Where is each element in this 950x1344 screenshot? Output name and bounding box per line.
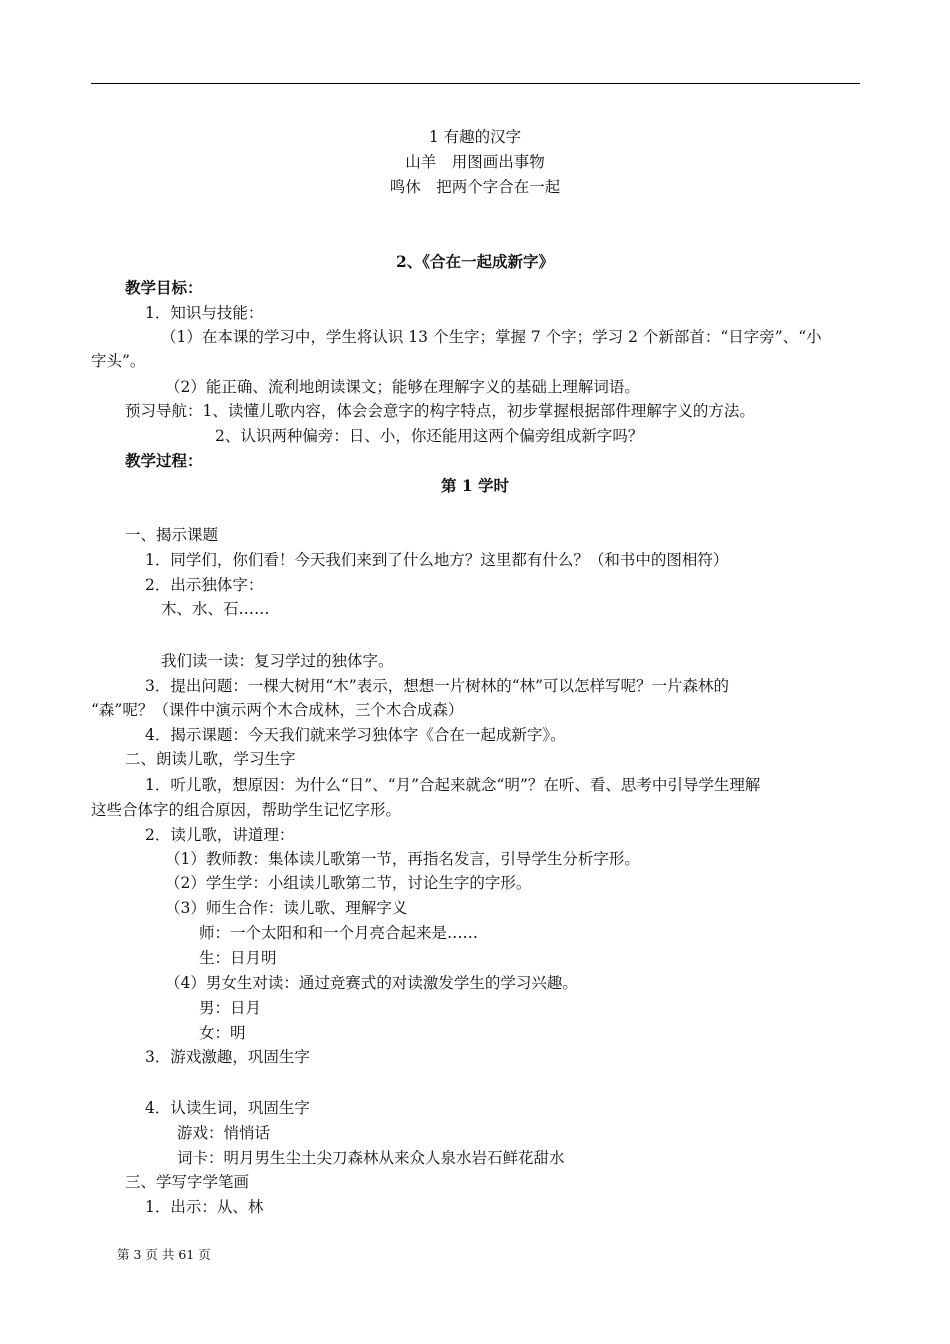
body-line: 4．揭示课题：今天我们就来学习独体字《合在一起成新字》。 [145, 726, 566, 744]
body-line: 游戏：悄悄话 [177, 1124, 271, 1142]
body-line: 1．听儿歌，想原因：为什么“日”、“月”合起来就念“明”？在听、看、思考中引导学生理解 [145, 776, 761, 794]
header-line: 1 有趣的汉字 [428, 128, 522, 146]
body-line: 这些合体字的组合原因，帮助学生记忆字形。 [91, 801, 402, 819]
body-line: 生：日月明 [199, 949, 277, 967]
body-line: （4）男女生对读：通过竞赛式的对读激发学生的学习兴趣。 [165, 974, 578, 992]
body-line: 1．知识与技能： [145, 304, 264, 322]
page-footer: 第 3 页 共 61 页 [117, 1247, 211, 1262]
body-line: （2）能正确、流利地朗读课文；能够在理解字义的基础上理解词语。 [165, 378, 640, 396]
session-heading: 第 1 学时 [440, 476, 510, 495]
section-heading: 教学过程： [125, 451, 203, 470]
body-line: 词卡：明月男生尘土尖刀森林从来众人泉水岩石鲜花甜水 [177, 1149, 565, 1167]
body-line: 木、水、石…… [161, 600, 270, 618]
body-line: 1．出示：从、林 [145, 1198, 264, 1216]
body-line: 一、揭示课题 [125, 526, 219, 544]
body-line: 2．读儿歌，讲道理： [145, 826, 295, 844]
body-line: “森”呢？（课件中演示两个木合成林，三个木合成森） [91, 701, 464, 719]
body-line: 男：日月 [199, 999, 262, 1017]
body-line: 2、认识两种偏旁：日、小，你还能用这两个偏旁组成新字吗？ [215, 427, 644, 445]
body-line: 三、学写字学笔画 [125, 1173, 250, 1191]
body-line: （2）学生学：小组读儿歌第二节，讨论生字的字形。 [165, 874, 532, 892]
body-line: 我们读一读：复习学过的独体字。 [161, 652, 394, 670]
body-line: 3．游戏激趣，巩固生字 [145, 1048, 310, 1066]
body-line: 预习导航：1、读懂儿歌内容，体会会意字的构字特点，初步掌握根据部件理解字义的方法。 [125, 402, 755, 420]
body-line: 二、朗读儿歌，学习生字 [125, 750, 296, 768]
body-line: 师：一个太阳和和一个月亮合起来是…… [199, 924, 479, 942]
body-line: 2．出示独体字： [145, 576, 264, 594]
header-line: 山羊 用图画出事物 [405, 153, 545, 171]
section-heading: 教学目标： [125, 278, 203, 297]
body-line: （1）教师教：集体读儿歌第一节，再指名发言，引导学生分析字形。 [165, 850, 640, 868]
header-line: 鸣休 把两个字合在一起 [389, 178, 561, 196]
body-line: 字头”。 [91, 352, 146, 370]
body-line: 4．认读生词，巩固生字 [145, 1099, 310, 1117]
body-line: 女：明 [199, 1024, 246, 1042]
body-line: （1）在本课的学习中，学生将认识 13 个生字；掌握 7 个字；学习 2 个新部首：“日字旁”、“小 [161, 328, 822, 346]
body-line: 1．同学们，你们看！今天我们来到了什么地方？这里都有什么？（和书中的图相符） [145, 551, 729, 569]
lesson-title: 2、《合在一起成新字》 [395, 252, 555, 271]
body-line: （3）师生合作：读儿歌、理解字义 [165, 899, 408, 917]
body-line: 3．提出问题：一棵大树用“木”表示，想想一片树林的“林”可以怎样写呢？一片森林的 [145, 677, 730, 695]
header-rule [91, 83, 860, 84]
